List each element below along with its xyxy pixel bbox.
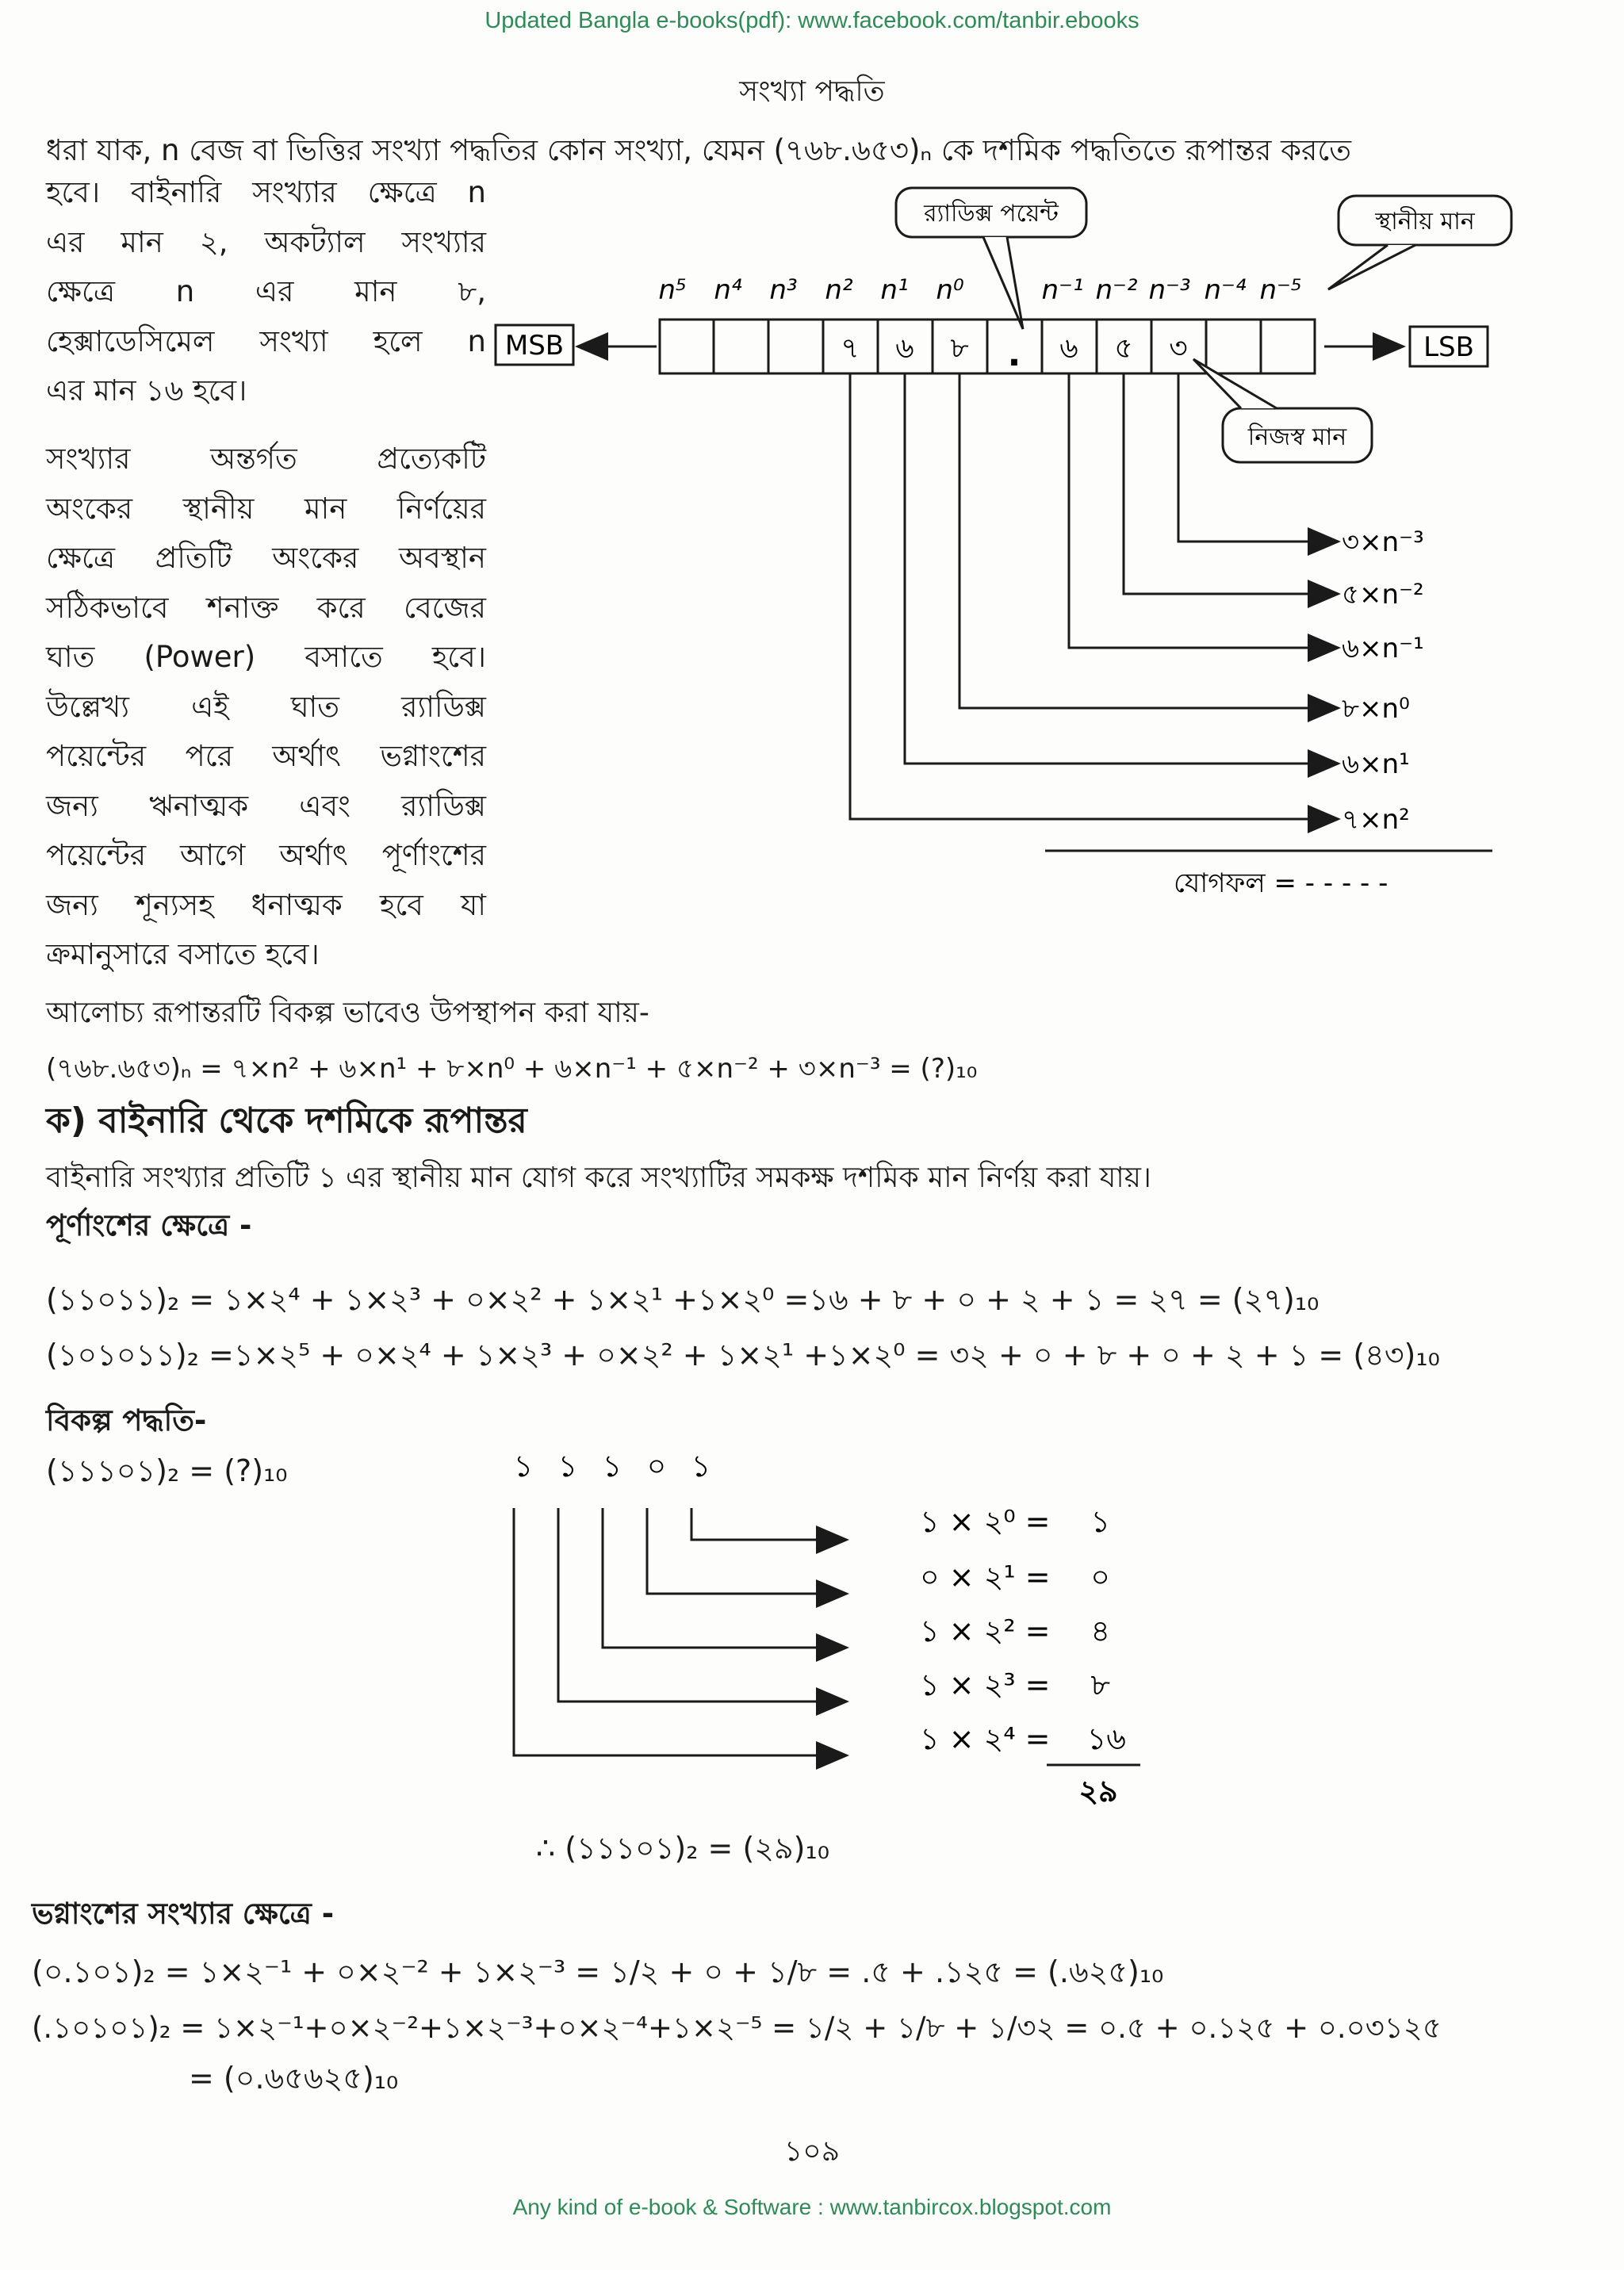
power-label: n⁵ (658, 274, 687, 306)
power-label: n³ (769, 274, 798, 306)
col1-line: হবে। বাইনারি সংখ্যার ক্ষেত্রে n (46, 175, 486, 209)
int-equation-2: (১০১০১১)₂ =১×২⁵ + ০×২⁴ + ১×২³ + ০×২² + ১×২¹ +১×২⁰ = ৩২ + ০ + ৮ + ০ + ২ + ১ = (৪৩)₁₀ (46, 1338, 1440, 1372)
digit-cell: ৬ (1059, 332, 1078, 365)
col1-line: ক্ষেত্রে n এর মান ৮, (46, 274, 486, 308)
row-value: ০ (1090, 1560, 1110, 1594)
col2-line: অংকের স্থানীয় মান নির্ণয়ের (46, 491, 486, 526)
page-title: সংখ্যা পদ্ধতি (739, 75, 885, 108)
col2-line: ক্রমানুসারে বসাতে হবে। (46, 937, 320, 971)
alt-method-question: (১১১০১)₂ = (?)₁₀ (46, 1453, 288, 1488)
digit-cell: ৬ (895, 332, 914, 365)
col2-line: জন্য ঋনাত্মক এবং র‍্যাডিক্স (46, 788, 486, 823)
fraction-heading: ভগ্নাংশের সংখ্যার ক্ষেত্রে - (32, 1897, 335, 1931)
alt-method-diagram (492, 1443, 1158, 1847)
left-column-2 (46, 434, 486, 980)
radix-callout-label: র‍্যাডিক্স পয়েন্ট (924, 200, 1059, 228)
integer-heading: পূর্ণাংশের ক্ষেত্রে - (46, 1208, 252, 1242)
term-label: ৬×n⁻¹ (1342, 633, 1424, 664)
power-label: n⁻³ (1148, 274, 1191, 306)
binary-digit: ০ (646, 1449, 667, 1483)
power-label: n⁰ (936, 274, 964, 306)
section-text: বাইনারি সংখ্যার প্রতিটি ১ এর স্থানীয় মান যোগ করে সংখ্যাটির সমকক্ষ দশমিক মান নির্ণয় করা যায়। (46, 1162, 1151, 1194)
term-label: ৮×n⁰ (1342, 693, 1410, 725)
powers-row (658, 274, 1301, 306)
power-label: n⁻⁴ (1204, 274, 1247, 306)
own-value-callout-label: নিজস্ব মান (1247, 423, 1347, 451)
binary-digits (514, 1449, 711, 1483)
row-expression: ১ × ২³ = (920, 1667, 1051, 1702)
digit-cells (660, 320, 1315, 374)
binary-digit: ১ (513, 1449, 534, 1483)
frac-equation-2: (.১০১০১)₂ = ১×২⁻¹+০×২⁻²+১×২⁻³+০×২⁻⁴+১×২⁻⁵ = ১/২ + ১/৮ + ১/৩২ = ০.৫ + ০.১২৫ + ০.০৩১২৫ (32, 2011, 1442, 2045)
term-label: ৫×n⁻² (1342, 579, 1424, 611)
col1-line: হেক্সাডেসিমেল সংখ্যা হলে n (46, 323, 486, 358)
col2-line: সঠিকভাবে শনাক্ত করে বেজের (46, 590, 486, 625)
row-value: ১৬ (1086, 1721, 1126, 1756)
col2-line: সংখ্যার অন্তর্গত প্রত্যেকটি (46, 442, 486, 476)
digit-cell: ৫ (1114, 332, 1133, 365)
col2-line: উল্লেখ্য এই ঘাত র‍্যাডিক্স (46, 689, 486, 724)
sum-label: যোগফল = - - - - - (1174, 867, 1388, 899)
footer-link[interactable]: Any kind of e-book & Software : www.tanbircox.blogspot.com (512, 2195, 1112, 2219)
frac-equation-3: = (০.৬৫৬২৫)₁₀ (189, 2061, 399, 2096)
col1-line: এর মান ২, অকট্যাল সংখ্যার (46, 224, 486, 259)
term-label: ৭×n² (1342, 804, 1410, 836)
section-heading: ক) বাইনারি থেকে দশমিকে রূপান্তর (46, 1101, 527, 1141)
term-labels (1342, 526, 1424, 836)
row-expression: ১ × ২⁴ = (920, 1721, 1051, 1756)
header-link[interactable]: Updated Bangla e-books(pdf): www.facebook.com/tanbir.ebooks (485, 8, 1139, 33)
binary-digit: ১ (602, 1449, 622, 1483)
alt-equation: (৭৬৮.৬৫৩)ₙ = ৭×n² + ৬×n¹ + ৮×n⁰ + ৬×n⁻¹ + ৫×n⁻² + ৩×n⁻³ = (?)₁₀ (46, 1053, 978, 1085)
digit-cell: ৭ (841, 332, 860, 365)
power-label: n¹ (880, 274, 909, 306)
row-value: ৪ (1090, 1613, 1110, 1648)
term-label: ৩×n⁻³ (1342, 526, 1424, 558)
col2-line: পয়েন্টের আগে অর্থাৎ পূর্ণাংশের (46, 838, 486, 872)
digit-connectors (514, 1508, 847, 1755)
lsb-label: LSB (1423, 331, 1474, 363)
col1-line: এর মান ১৬ হবে। (46, 373, 247, 408)
power-label: n⁴ (714, 274, 742, 306)
binary-digit: ১ (557, 1449, 578, 1483)
alt-method-heading: বিকল্প পদ্ধতি- (46, 1403, 207, 1437)
digit-cell: . (1007, 334, 1021, 374)
intro-line: ধরা যাক, n বেজ বা ভিত্তির সংখ্যা পদ্ধতির কোন সংখ্যা, যেমন (৭৬৮.৬৫৩)ₙ কে দশমিক পদ্ধতিতে রূপান্তর করতে (46, 133, 1351, 167)
row-value: ১ (1090, 1504, 1110, 1539)
col2-line: জন্য শূন্যসহ ধনাত্মক হবে যা (46, 887, 486, 922)
term-label: ৬×n¹ (1342, 748, 1410, 780)
msb-label: MSB (504, 330, 565, 362)
col2-line: ক্ষেত্রে প্রতিটি অংকের অবস্থান (46, 541, 486, 575)
row-value: ৮ (1090, 1667, 1110, 1702)
power-label: n² (825, 274, 853, 306)
row-expression: ০ × ২¹ = (920, 1560, 1051, 1594)
alt-rows (920, 1504, 1126, 1756)
place-value-callout-label: স্থানীয় মান (1375, 208, 1475, 235)
binary-digit: ১ (691, 1449, 711, 1483)
alt-total: ২৯ (1078, 1774, 1118, 1809)
int-equation-1: (১১০১১)₂ = ১×২⁴ + ১×২³ + ০×২² + ১×২¹ +১×২⁰ =১৬ + ৮ + ০ + ২ + ১ = ২৭ = (২৭)₁₀ (46, 1282, 1320, 1317)
left-column-1 (46, 168, 486, 416)
alt-conclusion: ∴ (১১১০১)₂ = (২৯)₁₀ (536, 1831, 829, 1866)
row-expression: ১ × ২² = (920, 1613, 1051, 1648)
digit-cell: ৮ (950, 332, 969, 365)
col2-line: পয়েন্টের পরে অর্থাৎ ভগ্নাংশের (46, 739, 486, 773)
page-number: ১০৯ (783, 2135, 841, 2168)
power-label: n⁻¹ (1041, 274, 1084, 306)
frac-equation-1: (০.১০১)₂ = ১×২⁻¹ + ০×২⁻² + ১×২⁻³ = ১/২ + ০ + ১/৮ = .৫ + .১২৫ = (.৬২৫)₁₀ (32, 1954, 1164, 1989)
digit-cell: ৩ (1169, 332, 1188, 365)
place-value-diagram (476, 178, 1522, 908)
power-label: n⁻⁵ (1259, 274, 1302, 306)
row-expression: ১ × ২⁰ = (920, 1504, 1051, 1539)
power-label: n⁻² (1095, 274, 1138, 306)
col2-line: ঘাত (Power) বসাতে হবে। (46, 640, 486, 674)
alt-line: আলোচ্য রূপান্তরটি বিকল্প ভাবেও উপস্থাপন করা যায়- (46, 997, 649, 1029)
